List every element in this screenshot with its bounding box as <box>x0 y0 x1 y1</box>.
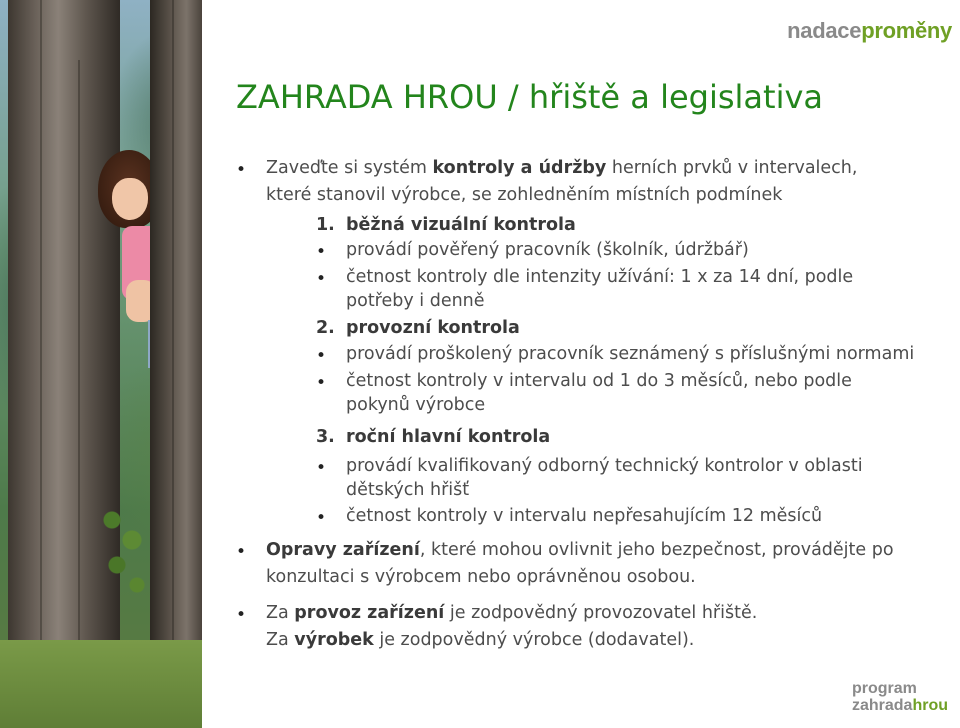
bullet1-line2: které stanovil výrobce, se zohledněním místních podmínek <box>266 185 783 205</box>
check1-item2-line2: potřeby i denně <box>346 291 485 311</box>
bullet3-line2 <box>266 630 694 650</box>
check1-heading <box>316 215 576 235</box>
bark-texture <box>172 0 174 728</box>
check3-title: roční hlavní kontrola <box>345 427 551 447</box>
bark-texture <box>78 60 80 660</box>
bullet2-text-bold: Opravy zařízení <box>266 540 420 560</box>
check2-item2-line2: pokynů výrobce <box>346 395 486 415</box>
check3-item1-line2: dětských hřišť <box>346 480 470 500</box>
bullet-marker: • <box>316 373 327 393</box>
bullet2-line1 <box>266 540 894 560</box>
program-zahrada-hrou-logo <box>852 680 948 714</box>
check3-item1-line1: provádí kvalifikovaný odborný technický kontrolor v oblasti <box>346 456 863 476</box>
bullet1-text-bold: kontroly a údržby <box>432 158 607 178</box>
slide-title: ZAHRADA HROU / hřiště a legislativa <box>236 78 823 116</box>
bullet3-l2-pre: Za <box>266 630 295 650</box>
check3-heading <box>316 427 550 447</box>
check2-item1: provádí proškolený pracovník seznámený s příslušnými normami <box>346 344 915 364</box>
logo-text-gray: nadace <box>787 18 862 43</box>
logo-hrou-text: hrou <box>912 697 948 714</box>
check1-item1: provádí pověřený pracovník (školník, údržbář) <box>346 240 749 260</box>
nadace-promeny-logo <box>787 18 952 44</box>
girl-face <box>112 178 148 220</box>
bullet3-line1 <box>266 603 757 623</box>
bullet-marker: • <box>316 242 327 262</box>
check3-item2: četnost kontroly v intervalu nepřesahujícím 12 měsíců <box>346 506 823 526</box>
bullet-marker: • <box>236 605 247 625</box>
check1-item2-line1: četnost kontroly dle intenzity užívání: 1 x za 14 dní, podle <box>346 267 854 287</box>
tree-trunk-left <box>8 0 120 728</box>
bullet3-l2-bold: výrobek <box>294 630 374 650</box>
logo-text-green: proměny <box>861 18 952 43</box>
bullet-marker: • <box>236 160 247 180</box>
bullet-marker: • <box>316 269 327 289</box>
check2-number: 2. <box>316 318 335 338</box>
logo-zahradahrou-text <box>852 697 948 714</box>
tree-trunk-right <box>150 0 202 728</box>
bark-texture <box>40 0 42 728</box>
logo-program-text: program <box>851 680 917 697</box>
bullet-marker: • <box>316 508 327 528</box>
bullet1-text-post: herních prvků v intervalech, <box>606 158 858 178</box>
check1-number: 1. <box>316 215 335 235</box>
bullet1-text-pre: Zaveďte si systém <box>266 158 433 178</box>
check2-item2-line1: četnost kontroly v intervalu od 1 do 3 měsíců, nebo podle <box>346 371 852 391</box>
check2-heading <box>316 318 520 338</box>
bullet3-l2-post: je zodpovědný výrobce (dodavatel). <box>373 630 695 650</box>
check1-title: běžná vizuální kontrola <box>345 215 576 235</box>
bullet3-l1-post: je zodpovědný provozovatel hřiště. <box>444 603 758 623</box>
bullet3-l1-bold: provoz zařízení <box>294 603 445 623</box>
bullet3-l1-pre: Za <box>266 603 295 623</box>
bullet1-line1 <box>266 158 857 178</box>
bullet-marker: • <box>316 346 327 366</box>
check2-title: provozní kontrola <box>345 318 520 338</box>
bullet-marker: • <box>316 458 327 478</box>
bullet2-text-post: , které mohou ovlivnit jeho bezpečnost, provádějte po <box>419 540 894 560</box>
ground-grass <box>0 640 202 728</box>
photo-girl-behind-tree <box>0 0 202 728</box>
bullet-marker: • <box>236 542 247 562</box>
bullet2-line2: konzultaci s výrobcem nebo oprávněnou osobou. <box>266 567 696 587</box>
logo-zahrada-text: zahrada <box>851 697 913 714</box>
check3-number: 3. <box>316 427 335 447</box>
ivy-leaves <box>92 500 152 600</box>
